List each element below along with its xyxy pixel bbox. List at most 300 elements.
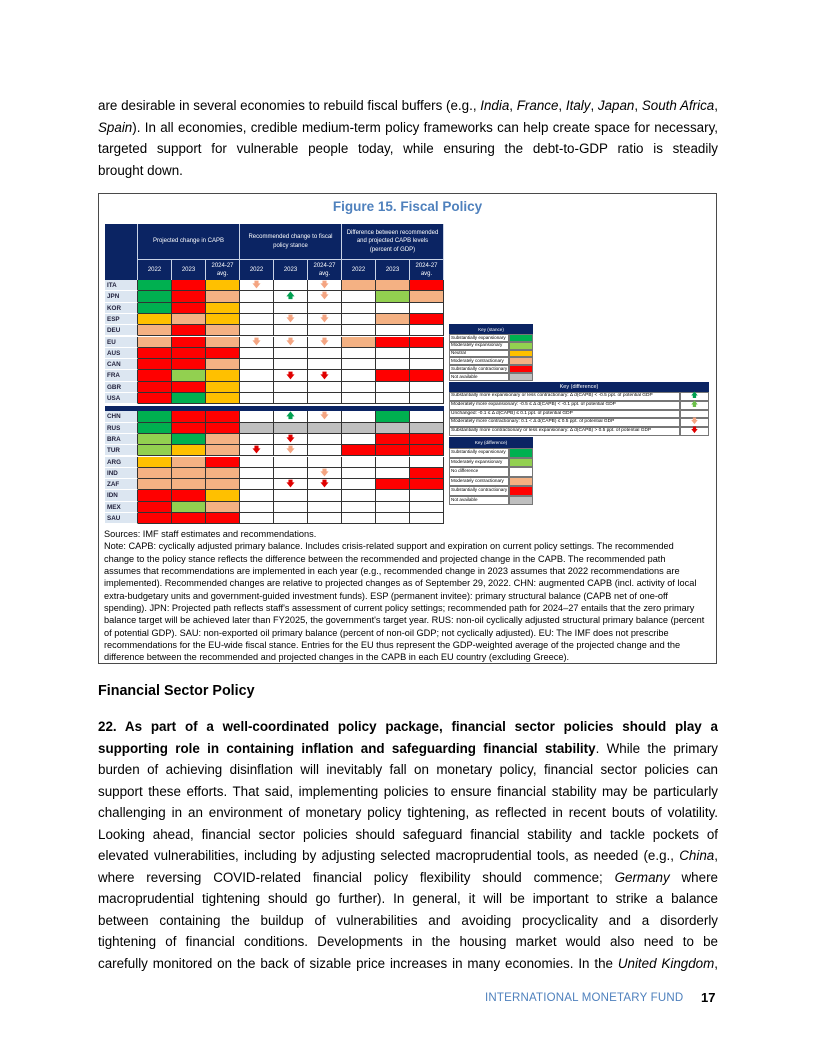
text-line <box>98 738 718 760</box>
note-line: change to the policy stance reflects the difference between the recommended and projected change in the CAPB. The recommended path <box>104 553 666 564</box>
paragraph-22 <box>98 716 718 974</box>
projected-cell <box>206 479 240 490</box>
difference-cell <box>410 337 444 348</box>
recommended-cell <box>240 303 274 314</box>
difference-cell <box>410 303 444 314</box>
difference-cell <box>376 445 410 456</box>
country-code: EU <box>105 337 138 348</box>
country-code: RUS <box>105 423 138 434</box>
projected-cell <box>172 411 206 422</box>
difference-cell <box>342 393 376 404</box>
projected-cell <box>138 468 172 479</box>
difference-cell <box>376 337 410 348</box>
projected-cell <box>138 280 172 291</box>
text-segment: , <box>714 848 718 863</box>
text-segment: ). In all economies, credible medium-term policy frameworks can help create space for necessary, <box>132 119 718 135</box>
text-segment: France <box>516 98 559 113</box>
recommended-cell <box>240 291 274 302</box>
text-segment: targeted support for vulnerable people today, while ensuring the debt-to-GDP ratio is steadily <box>98 141 718 156</box>
projected-cell <box>172 393 206 404</box>
note-line: Note: CAPB: cyclically adjusted primary balance. Includes crisis-related support and expiration on current policy settings. The recommended <box>104 541 674 552</box>
country-code: TUR <box>105 445 138 456</box>
key-label: Neutral <box>449 350 509 358</box>
country-code: GBR <box>105 382 138 393</box>
difference-cell <box>410 370 444 381</box>
arrow-down-icon: 🡇 <box>320 467 329 477</box>
text-segment: challenging in an environment of monetary policy tightening, as reflected in recent bouts of volatility. <box>98 805 718 820</box>
country-code: ESP <box>105 314 138 325</box>
text-segment: are desirable in several economies to rebuild fiscal buffers (e.g., <box>98 98 481 113</box>
difference-cell <box>376 513 410 524</box>
text-line <box>98 781 718 803</box>
recommended-cell <box>240 434 274 445</box>
difference-cell <box>410 513 444 524</box>
text-line <box>98 824 718 846</box>
text-segment: India <box>480 98 510 113</box>
country-code: IDN <box>105 490 138 501</box>
difference-cell <box>376 479 410 490</box>
text-segment: 22. As part of a well-coordinated policy package, financial sector policies should play a <box>98 719 718 734</box>
difference-cell <box>342 423 376 434</box>
text-line <box>98 931 718 953</box>
figure-title: Figure 15. Fiscal Policy <box>332 199 483 214</box>
difference-cell <box>410 434 444 445</box>
projected-cell <box>206 348 240 359</box>
projected-cell <box>172 314 206 325</box>
recommended-cell <box>308 423 342 434</box>
arrow-down-icon: 🡇 <box>320 370 329 380</box>
difference-cell <box>376 370 410 381</box>
text-line <box>98 867 718 889</box>
key-label: Moderately expansionary <box>449 342 509 350</box>
recommended-cell <box>240 348 274 359</box>
key-label: Unchanged: -0.1 ≤ Δ d(CAPB) ≤ 0.1 ppt. of potential GDP <box>449 410 680 419</box>
projected-cell <box>206 445 240 456</box>
note-line: extra-budgetary units and government-guided investment funds). ESP (permanent invitee): primary structural balance (CAPB net of one-off <box>104 590 668 601</box>
difference-cell <box>410 457 444 468</box>
projected-cell <box>206 325 240 336</box>
arrow-down-icon: 🡇 <box>286 370 295 380</box>
year-header: 2023 <box>274 260 308 280</box>
recommended-cell <box>240 468 274 479</box>
recommended-cell <box>274 337 308 348</box>
recommended-cell <box>274 502 308 513</box>
note-line: spending). JPN: Projected path reflects staff's assessment of current policy settings; recommended path for 2024–27 entails that the zero primary <box>104 603 695 614</box>
recommended-cell <box>274 393 308 404</box>
country-code: MEX <box>105 502 138 513</box>
projected-cell <box>172 457 206 468</box>
text-segment: , <box>509 98 517 113</box>
key-title: Key (difference) <box>449 437 533 448</box>
difference-cell <box>376 291 410 302</box>
text-line <box>98 95 718 117</box>
note-line: assumes that recommendations are implemented in each year (e.g., recommended change in 2023 assumes that 2022 recommendations are <box>104 566 680 577</box>
projected-cell <box>206 382 240 393</box>
projected-cell <box>206 370 240 381</box>
country-code: ARG <box>105 457 138 468</box>
arrow-down-icon: 🡇 <box>286 445 295 455</box>
difference-cell <box>410 445 444 456</box>
year-header: 2022 <box>342 260 376 280</box>
recommended-cell <box>240 393 274 404</box>
country-code: CAN <box>105 359 138 370</box>
projected-cell <box>172 303 206 314</box>
difference-cell <box>342 382 376 393</box>
projected-cell <box>138 291 172 302</box>
year-header: 2024-27 avg. <box>206 260 240 280</box>
note-line: Sources: IMF staff estimates and recommendations. <box>104 529 317 539</box>
key-label: Not available <box>449 496 509 506</box>
recommended-cell <box>308 434 342 445</box>
year-header: 2024-27 avg. <box>410 260 444 280</box>
text-segment: , <box>590 98 598 113</box>
projected-cell <box>138 490 172 501</box>
projected-cell <box>172 423 206 434</box>
difference-cell <box>376 393 410 404</box>
difference-cell <box>342 513 376 524</box>
projected-cell <box>172 490 206 501</box>
country-code: ZAF <box>105 479 138 490</box>
recommended-cell <box>240 280 274 291</box>
key-swatch <box>509 467 533 477</box>
recommended-cell <box>308 445 342 456</box>
recommended-cell <box>274 411 308 422</box>
projected-cell <box>138 370 172 381</box>
difference-cell <box>376 314 410 325</box>
difference-cell <box>376 325 410 336</box>
recommended-cell <box>240 445 274 456</box>
difference-cell <box>410 502 444 513</box>
projected-cell <box>138 348 172 359</box>
key-swatch <box>509 448 533 458</box>
difference-cell <box>376 303 410 314</box>
arrow-up-icon: 🡅 <box>286 411 295 421</box>
projected-cell <box>172 291 206 302</box>
recommended-cell <box>274 434 308 445</box>
arrow-down-icon: 🡇 <box>320 479 329 489</box>
recommended-cell <box>308 325 342 336</box>
country-code: DEU <box>105 325 138 336</box>
difference-cell <box>342 325 376 336</box>
difference-cell <box>342 314 376 325</box>
arrow-down-icon: 🡇 <box>252 336 261 346</box>
text-segment: tightening of financial conditions. Developments in the housing market would also need to be <box>98 934 718 949</box>
difference-cell <box>376 359 410 370</box>
key-label: Moderately more expansionary: -0.5 ≤ Δ d(CAPB) < -0.1 ppt. of potential GDP <box>449 401 680 410</box>
arrow-down-icon: 🡇 <box>320 314 329 324</box>
note-line: recommendations for the EU-wide fiscal stance. Entries for the EU thus represent the GDP-weighted average of the projected change and the <box>104 640 681 651</box>
projected-cell <box>172 513 206 524</box>
recommended-cell <box>308 382 342 393</box>
key-swatch <box>509 477 533 487</box>
country-code: SAU <box>105 513 138 524</box>
country-code: AUS <box>105 348 138 359</box>
projected-cell <box>138 457 172 468</box>
text-line <box>98 953 718 975</box>
difference-cell <box>410 348 444 359</box>
key-swatch <box>509 342 533 350</box>
key-label: Substantially expansionary <box>449 448 509 458</box>
recommended-cell <box>274 359 308 370</box>
key-label: Substantially more contractionary or less expansionary: Δ d(CAPB) > 0.5 ppt. of potential GDP <box>449 427 680 436</box>
text-segment: carefully monitored on the back of sizable price increases in many economies. In the <box>98 955 618 971</box>
text-line <box>98 845 718 867</box>
note-line: balance target will be achieved later than FY2025, the government's target year. RUS: non-oil cyclically adjusted structural primary balance (percent <box>104 615 705 626</box>
difference-cell <box>376 423 410 434</box>
difference-cell <box>342 348 376 359</box>
projected-cell <box>206 457 240 468</box>
arrow-down-icon: 🡇 <box>286 479 295 489</box>
text-segment: , <box>634 98 642 113</box>
difference-cell <box>342 457 376 468</box>
difference-cell <box>376 468 410 479</box>
difference-cell <box>376 280 410 291</box>
recommended-cell <box>308 513 342 524</box>
year-header: 2024-27 avg. <box>308 260 342 280</box>
difference-cell <box>342 303 376 314</box>
recommended-cell <box>240 513 274 524</box>
recommended-cell <box>308 370 342 381</box>
intro-paragraph <box>98 95 718 181</box>
projected-cell <box>138 479 172 490</box>
projected-cell <box>138 325 172 336</box>
difference-cell <box>410 359 444 370</box>
projected-cell <box>206 303 240 314</box>
recommended-cell <box>308 314 342 325</box>
footer-organization: INTERNATIONAL MONETARY FUND <box>485 992 684 1004</box>
text-line <box>98 802 718 824</box>
recommended-cell <box>274 291 308 302</box>
key-swatch <box>509 334 533 342</box>
text-segment: China <box>679 848 715 863</box>
difference-cell <box>410 291 444 302</box>
recommended-cell <box>274 280 308 291</box>
projected-cell <box>138 445 172 456</box>
projected-cell <box>172 348 206 359</box>
key-swatch <box>509 357 533 365</box>
projected-cell <box>172 479 206 490</box>
text-segment: Italy <box>565 98 591 113</box>
recommended-cell <box>240 337 274 348</box>
difference-cell <box>342 411 376 422</box>
key-label: No difference <box>449 467 509 477</box>
note-line: difference between the recommended and projected changes in the CAPB in each EU country (excluding Greece). <box>104 652 570 663</box>
arrow-down-icon: 🡇 <box>286 336 295 346</box>
projected-cell <box>172 468 206 479</box>
country-code: IND <box>105 468 138 479</box>
recommended-cell <box>308 348 342 359</box>
recommended-cell <box>240 423 274 434</box>
text-line <box>98 910 718 932</box>
recommended-cell <box>274 348 308 359</box>
recommended-cell <box>274 479 308 490</box>
recommended-cell <box>274 423 308 434</box>
text-segment: where reversing COVID-related financial policy flexibility should commence; <box>98 869 615 885</box>
difference-cell <box>342 291 376 302</box>
text-segment: macroprudential tightening should go further). In general, it will be important to strike a balance <box>98 891 718 906</box>
arrow-down-icon: 🡇 <box>286 434 295 444</box>
arrow-down-icon: 🡇 <box>320 336 329 346</box>
difference-cell <box>376 411 410 422</box>
projected-cell <box>138 434 172 445</box>
projected-cell <box>138 513 172 524</box>
difference-cell <box>376 490 410 501</box>
difference-cell <box>410 468 444 479</box>
difference-cell <box>410 479 444 490</box>
text-line <box>98 160 718 182</box>
difference-cell <box>342 370 376 381</box>
arrow-up-icon: 🡅 <box>690 391 699 399</box>
projected-cell <box>206 337 240 348</box>
recommended-cell <box>308 280 342 291</box>
recommended-cell <box>240 479 274 490</box>
key-swatch <box>509 458 533 468</box>
projected-cell <box>172 382 206 393</box>
recommended-cell <box>240 325 274 336</box>
projected-cell <box>172 445 206 456</box>
key-label: Substantially expansionary <box>449 334 509 342</box>
recommended-cell <box>274 513 308 524</box>
arrow-down-icon: 🡇 <box>690 418 699 426</box>
projected-cell <box>206 291 240 302</box>
recommended-cell <box>308 303 342 314</box>
country-code: KOR <box>105 303 138 314</box>
projected-cell <box>206 490 240 501</box>
projected-cell <box>206 393 240 404</box>
projected-cell <box>138 314 172 325</box>
page-number: 17 <box>701 990 716 1005</box>
recommended-cell <box>240 382 274 393</box>
year-header: 2022 <box>240 260 274 280</box>
text-segment: Germany <box>614 869 670 885</box>
text-segment: United Kingdom <box>617 955 715 971</box>
difference-cell <box>376 434 410 445</box>
difference-cell <box>376 348 410 359</box>
projected-cell <box>172 434 206 445</box>
year-header: 2022 <box>138 260 172 280</box>
group-header: Difference between recommended and projected CAPB levels (percent of GDP) <box>342 224 444 260</box>
text-segment: . While the primary <box>595 740 718 756</box>
text-segment: where <box>669 869 718 885</box>
recommended-cell <box>308 457 342 468</box>
key-label: Moderately expansionary <box>449 458 509 468</box>
recommended-cell <box>240 411 274 422</box>
projected-cell <box>138 359 172 370</box>
recommended-cell <box>274 325 308 336</box>
projected-cell <box>206 359 240 370</box>
key-swatch <box>509 350 533 358</box>
key-label: Moderately more contractionary: 0.1 < Δ d(CAPB) ≤ 0.5 ppt. of potential GDP <box>449 418 680 427</box>
recommended-cell <box>308 468 342 479</box>
projected-cell <box>172 325 206 336</box>
projected-cell <box>206 502 240 513</box>
text-line <box>98 888 718 910</box>
recommended-cell <box>240 370 274 381</box>
projected-cell <box>138 337 172 348</box>
recommended-cell <box>274 457 308 468</box>
arrow-down-icon: 🡇 <box>320 411 329 421</box>
recommended-cell <box>274 370 308 381</box>
difference-cell <box>410 325 444 336</box>
difference-cell <box>342 502 376 513</box>
recommended-cell <box>308 359 342 370</box>
key-swatch <box>509 486 533 496</box>
projected-cell <box>138 303 172 314</box>
recommended-cell <box>308 291 342 302</box>
projected-cell <box>206 513 240 524</box>
difference-cell <box>376 457 410 468</box>
text-segment: support these efforts. That said, implementing policies to ensure financial stability may be particularly <box>98 783 718 799</box>
country-code: BRA <box>105 434 138 445</box>
recommended-cell <box>240 314 274 325</box>
text-segment: South Africa <box>641 98 715 113</box>
text-line <box>98 716 718 738</box>
difference-cell <box>376 502 410 513</box>
recommended-cell <box>308 502 342 513</box>
difference-cell <box>410 393 444 404</box>
key-label: Moderately contractionary <box>449 357 509 365</box>
text-segment: burden of achieving disinflation will inevitably fall on monetary policy, financial sector policies can <box>98 762 718 777</box>
recommended-cell <box>274 382 308 393</box>
projected-cell <box>206 423 240 434</box>
arrow-down-icon: 🡇 <box>252 280 261 290</box>
header-corner <box>105 224 138 280</box>
section-heading: Financial Sector Policy <box>98 683 255 699</box>
recommended-cell <box>274 445 308 456</box>
projected-cell <box>206 434 240 445</box>
text-line <box>98 138 718 160</box>
note-line: of potential GDP). SAU: non-exported oil primary balance (percent of non-oil GDP; not cyclically adjusted). EU: The IMF does not prescribe <box>104 627 669 638</box>
arrow-down-icon: 🡇 <box>252 445 261 455</box>
arrow-down-icon: 🡇 <box>320 291 329 301</box>
difference-cell <box>342 490 376 501</box>
recommended-cell <box>274 490 308 501</box>
group-header: Projected change in CAPB <box>138 224 240 260</box>
key-swatch <box>509 373 533 381</box>
figure-notes <box>104 528 714 664</box>
text-segment: Spain <box>98 119 133 135</box>
arrow-down-icon: 🡇 <box>320 280 329 290</box>
text-line <box>98 759 718 781</box>
year-header: 2023 <box>172 260 206 280</box>
projected-cell <box>138 502 172 513</box>
key-arrow-cell <box>680 427 709 436</box>
key-title: Key (stance) <box>449 324 533 334</box>
group-header: Recommended change to fiscal policy stance <box>240 224 342 260</box>
text-segment: elevated vulnerabilities, including by adjusting selected macroprudential tools, as needed (e.g., <box>98 848 680 863</box>
recommended-cell <box>308 337 342 348</box>
recommended-cell <box>274 468 308 479</box>
projected-cell <box>138 382 172 393</box>
recommended-cell <box>240 457 274 468</box>
arrow-down-icon: 🡇 <box>286 314 295 324</box>
difference-cell <box>410 490 444 501</box>
arrow-up-icon: 🡅 <box>286 291 295 301</box>
recommended-cell <box>240 359 274 370</box>
difference-cell <box>410 314 444 325</box>
key-label: Not available <box>449 373 509 381</box>
text-segment: , <box>714 98 718 113</box>
text-segment: Looking ahead, financial sector policies should safeguard financial stability and tackle pockets of <box>98 826 718 842</box>
projected-cell <box>172 280 206 291</box>
recommended-cell <box>274 303 308 314</box>
key-title: Key (difference) <box>449 382 709 392</box>
projected-cell <box>172 359 206 370</box>
projected-cell <box>206 314 240 325</box>
key-swatch <box>509 365 533 373</box>
year-header: 2023 <box>376 260 410 280</box>
country-code: CHN <box>105 411 138 422</box>
